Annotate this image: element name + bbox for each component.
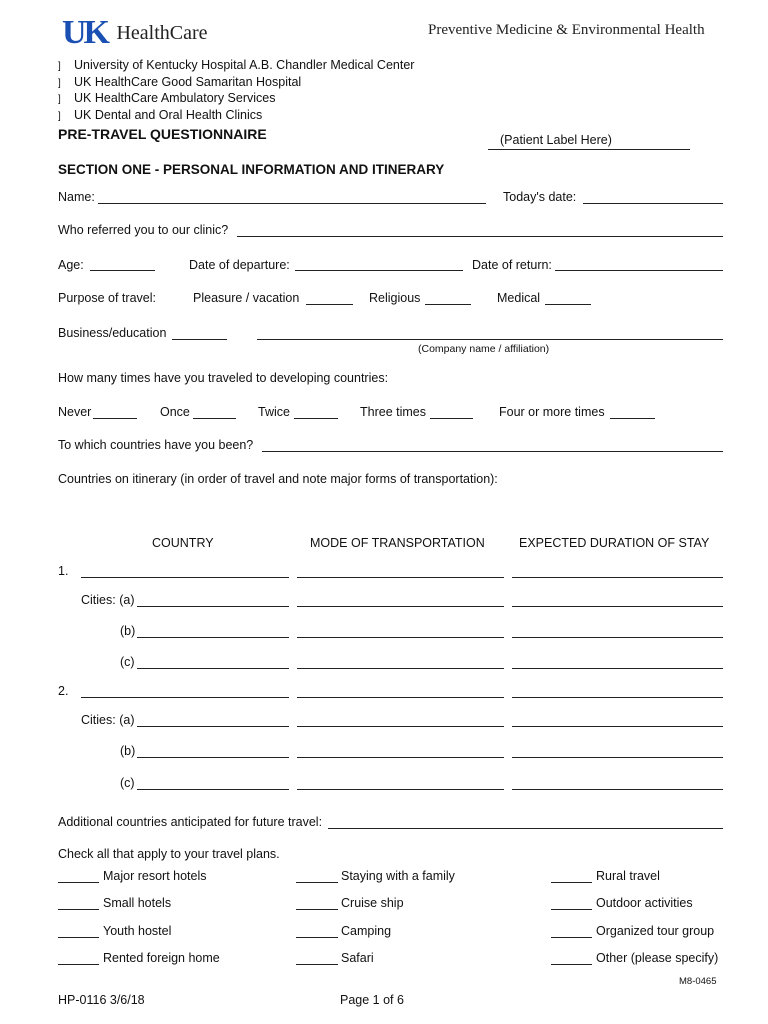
form-code: M8-0465 — [679, 976, 717, 987]
times-twice-field[interactable] — [294, 418, 338, 419]
return-field[interactable] — [555, 270, 723, 271]
form-title: PRE-TRAVEL QUESTIONNAIRE — [58, 126, 267, 142]
itinerary-number-1: 1. — [58, 564, 69, 578]
facility-item: ] UK Dental and Oral Health Clinics — [58, 108, 414, 125]
plan-field[interactable] — [551, 937, 592, 938]
city-2b-field[interactable] — [137, 757, 289, 758]
purpose-religious-label: Religious — [369, 291, 421, 305]
times-twice-label: Twice — [258, 405, 290, 419]
purpose-medical-field[interactable] — [545, 304, 591, 305]
facility-bullet: ] — [58, 61, 61, 72]
purpose-medical-label: Medical — [497, 291, 541, 305]
plan-label: Rented foreign home — [103, 951, 220, 965]
itinerary-label: Countries on itinerary (in order of travel and note major forms of transportation): — [58, 472, 498, 486]
city-2c-field[interactable] — [137, 789, 289, 790]
plan-label: Staying with a family — [341, 869, 455, 883]
plan-label: Organized tour group — [596, 924, 715, 938]
times-four-label: Four or more times — [499, 405, 605, 419]
referred-field[interactable] — [237, 236, 723, 237]
duration-1c-field[interactable] — [512, 668, 723, 669]
plan-field[interactable] — [296, 909, 338, 910]
plan-label: Major resort hotels — [103, 869, 207, 883]
countries-been-label: To which countries have you been? — [58, 438, 254, 452]
plan-field[interactable] — [551, 964, 592, 965]
purpose-pleasure-label: Pleasure / vacation — [193, 291, 300, 305]
referred-label: Who referred you to our clinic? — [58, 223, 229, 237]
purpose-label: Purpose of travel: — [58, 291, 156, 305]
future-travel-field[interactable] — [328, 828, 723, 829]
patient-label-text: (Patient Label Here) — [500, 133, 612, 147]
uk-logo — [62, 15, 208, 51]
age-label: Age: — [58, 258, 84, 272]
company-field[interactable] — [257, 339, 723, 340]
business-field[interactable] — [172, 339, 227, 340]
facility-list — [58, 58, 414, 124]
times-question: How many times have you traveled to developing countries: — [58, 371, 389, 385]
departure-field[interactable] — [295, 270, 463, 271]
departure-label: Date of departure: — [189, 258, 290, 272]
age-field[interactable] — [90, 270, 155, 271]
transport-1c-field[interactable] — [297, 668, 504, 669]
business-label: Business/education — [58, 326, 167, 340]
future-travel-label: Additional countries anticipated for future travel: — [58, 815, 323, 829]
duration-1a-field[interactable] — [512, 606, 723, 607]
cities-2a-label: Cities: (a) — [81, 713, 135, 727]
plan-label: Safari — [341, 951, 374, 965]
transport-2a-field[interactable] — [297, 726, 504, 727]
duration-2a-field[interactable] — [512, 726, 723, 727]
transport-2b-field[interactable] — [297, 757, 504, 758]
name-field[interactable] — [98, 203, 486, 204]
times-four-field[interactable] — [610, 418, 655, 419]
plan-field[interactable] — [58, 937, 99, 938]
check-label: Check all that apply to your travel plans. — [58, 847, 280, 861]
plan-field[interactable] — [551, 909, 592, 910]
company-caption: (Company name / affiliation) — [418, 343, 550, 355]
plan-label: Youth hostel — [103, 924, 172, 938]
department-title: Preventive Medicine & Environmental Health — [428, 22, 705, 38]
plan-label: Rural travel — [596, 869, 660, 883]
facility-item: ] UK HealthCare Good Samaritan Hospital — [58, 75, 414, 92]
times-once-label: Once — [160, 405, 190, 419]
purpose-religious-field[interactable] — [425, 304, 471, 305]
cities-1b-label: (b) — [120, 624, 136, 638]
header-country: COUNTRY — [152, 536, 214, 550]
transport-1b-field[interactable] — [297, 637, 504, 638]
duration-1-field[interactable] — [512, 577, 723, 578]
cities-2b-label: (b) — [120, 744, 136, 758]
city-1b-field[interactable] — [137, 637, 289, 638]
duration-1b-field[interactable] — [512, 637, 723, 638]
facility-bullet: ] — [58, 110, 61, 122]
times-never-label: Never — [58, 405, 92, 419]
plan-field[interactable] — [296, 882, 338, 883]
cities-2c-label: (c) — [120, 776, 135, 790]
page-number: Page 1 of 6 — [340, 993, 404, 1007]
transport-1-field[interactable] — [297, 577, 504, 578]
city-1c-field[interactable] — [137, 668, 289, 669]
header-transport: MODE OF TRANSPORTATION — [310, 536, 485, 550]
countries-been-field[interactable] — [262, 451, 723, 452]
plan-label: Cruise ship — [341, 896, 404, 910]
plan-field[interactable] — [58, 909, 99, 910]
uk-logo-mark: UK — [62, 14, 107, 51]
todays-date-label: Today's date: — [503, 190, 577, 204]
transport-1a-field[interactable] — [297, 606, 504, 607]
cities-1a-label: Cities: (a) — [81, 593, 135, 607]
times-three-label: Three times — [360, 405, 426, 419]
healthcare-wordmark: HealthCare — [116, 22, 208, 44]
return-label: Date of return: — [472, 258, 552, 272]
duration-2-field[interactable] — [512, 697, 723, 698]
todays-date-field[interactable] — [583, 203, 723, 204]
plan-label: Small hotels — [103, 896, 172, 910]
duration-2b-field[interactable] — [512, 757, 723, 758]
cities-1c-label: (c) — [120, 655, 135, 669]
plan-label: Camping — [341, 924, 392, 938]
form-id: HP-0116 3/6/18 — [58, 993, 145, 1007]
itinerary-number-2: 2. — [58, 684, 69, 698]
times-never-field[interactable] — [93, 418, 137, 419]
section-one-heading: SECTION ONE - PERSONAL INFORMATION AND ITINERARY — [58, 162, 445, 177]
transport-2c-field[interactable] — [297, 789, 504, 790]
transport-2-field[interactable] — [297, 697, 504, 698]
plan-label: Other (please specify) — [596, 951, 719, 965]
times-three-field[interactable] — [430, 418, 473, 419]
plan-field[interactable] — [58, 964, 99, 965]
facility-bullet: ] — [58, 94, 61, 105]
plan-field[interactable] — [58, 882, 99, 883]
country-1-field[interactable] — [81, 577, 289, 578]
city-1a-field[interactable] — [137, 606, 289, 607]
name-label: Name: — [58, 190, 95, 204]
patient-label-line — [488, 149, 690, 150]
plan-field[interactable] — [296, 937, 338, 938]
country-2-field[interactable] — [81, 697, 289, 698]
facility-bullet: ] — [58, 77, 61, 89]
duration-2c-field[interactable] — [512, 789, 723, 790]
purpose-pleasure-field[interactable] — [306, 304, 353, 305]
plan-label: Outdoor activities — [596, 896, 693, 910]
header-duration: EXPECTED DURATION OF STAY — [519, 536, 710, 550]
facility-item: ] University of Kentucky Hospital A.B. Chandler Medical Center — [58, 58, 414, 75]
times-once-field[interactable] — [193, 418, 236, 419]
facility-item: ] UK HealthCare Ambulatory Services — [58, 91, 414, 108]
plan-field[interactable] — [551, 882, 592, 883]
city-2a-field[interactable] — [137, 726, 289, 727]
plan-field[interactable] — [296, 964, 338, 965]
